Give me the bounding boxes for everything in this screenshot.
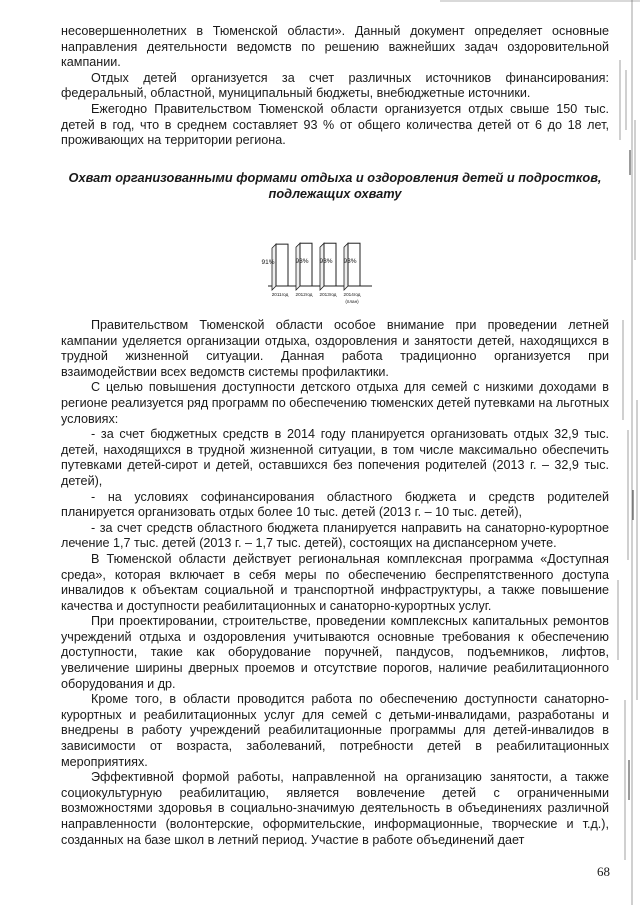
coverage-chart: [250, 232, 380, 314]
chart-data-label: 93%: [295, 258, 309, 266]
chart-bar-depth: [344, 243, 348, 290]
scan-edge-noise: [606, 0, 640, 905]
heading-line: подлежащих охвату: [268, 186, 402, 201]
chart-data-label: 93%: [343, 258, 357, 266]
paragraph: Ежегодно Правительством Тюменской области организуется отдых свыше 150 тыс. детей в год, что в среднем составляет 93 % от общего количества детей от 6 до 18 лет, проживающих на территории региона.: [61, 101, 609, 148]
paragraph: С целью повышения доступности детского отдыха для семей с низкими доходами в регионе реализуется ряд программ по обеспечению тюменских детей путевками на льготных условиях:: [61, 380, 609, 426]
chart-svg: [250, 232, 380, 314]
paragraph: В Тюменской области действует региональная комплексная программа «Доступная среда», которая включает в себя меры по обеспечению беспрепятственного доступа инвалидов к объектам социальной и транспортной инфраструктуры, а также повышение качества и доступности реабилитационных и санаторно-курортных услуг.: [61, 551, 609, 613]
chart-bar: [276, 244, 288, 286]
chart-bar-depth: [320, 243, 324, 290]
chart-bar-depth: [296, 243, 300, 290]
paragraph: - на условиях софинансирования областного бюджета и средств родителей планируется организовать отдых более 10 тыс. детей (2013 г. – 10 тыс. детей),: [61, 489, 609, 520]
paragraph: Отдых детей организуется за счет различных источников финансирования: федеральный, областной, муниципальный бюджеты, внебюджетные источники.: [61, 70, 609, 101]
paragraph: Кроме того, в области проводится работа по обеспечению доступности санаторно-курортных и реабилитационных услуг для семей с детьми-инвалидами, разработаны и внедрены в работу учреждений реабилитационные программы для детей-инвалидов в зависимости от возраста, заболеваний, потребности детей в реабилитационных мероприятиях.: [61, 692, 609, 769]
paragraph: Эффективной формой работы, направленной на организацию занятости, а также социокультурную реабилитацию, является вовлечение детей с ограниченными возможностями здоровья в социально-значимую деятельность в объединениях различной направленности (волонтерские, оформительские, информационные, творческие и т.д.), созданных на базе школ в летний период. Участие в работе объединений дает: [61, 770, 609, 847]
paragraph: - за счет бюджетных средств в 2014 году планируется организовать отдых 32,9 тыс. детей, находящихся в трудной жизненной ситуации, в том числе максимально обеспечить путевками детей-сирот и детей, оставшихся без попечения родителей (2013 г. – 32,9 тыс. детей),: [61, 427, 609, 488]
chart-bar-depth: [272, 244, 276, 290]
paragraph: Правительством Тюменской области особое внимание при проведении летней кампании уделяется организации отдыха, оздоровления и занятости детей, находящихся в трудной жизненной ситуации. Данная работа традиционно организуется при взаимодействии всех ведомств системы профилактики.: [61, 318, 609, 379]
chart-data-label: 93%: [319, 258, 333, 266]
heading-line: Охват организованными формами отдыха и оздоровления детей и подростков,: [68, 170, 602, 185]
chart-category-note: (план): [345, 299, 359, 304]
chart-category-label: 2011год: [271, 292, 289, 297]
paragraph: несовершеннолетних в Тюменской области». Данный документ определяет основные направления деятельности ведомств по решению важнейших задач оздоровительной кампании.: [61, 24, 609, 70]
chart-category-label: 2013год: [319, 292, 337, 297]
chart-category-label: 2012год: [295, 292, 313, 297]
paragraph: При проектировании, строительстве, проведении комплексных капитальных ремонтов учреждений отдыха и оздоровления учитываются основные требования к обеспечению доступности, такие как оборудование поручней, пандусов, подъемников, лифтов, увеличение ширины дверных проемов и отсутствие порогов, наличие реабилитационного оборудования и др.: [61, 614, 609, 691]
page-number: 68: [597, 864, 610, 879]
chart-category-label: 2014год: [343, 292, 361, 297]
paragraph: - за счет средств областного бюджета планируется направить на санаторно-курортное лечение 1,7 тыс. детей (2013 г. – 1,7 тыс. детей), состоящих на диспансерном учете.: [61, 520, 609, 551]
intro-section: [61, 24, 609, 149]
body-section: [61, 318, 609, 848]
chart-heading: [61, 170, 609, 202]
chart-data-label: 91%: [261, 259, 275, 267]
